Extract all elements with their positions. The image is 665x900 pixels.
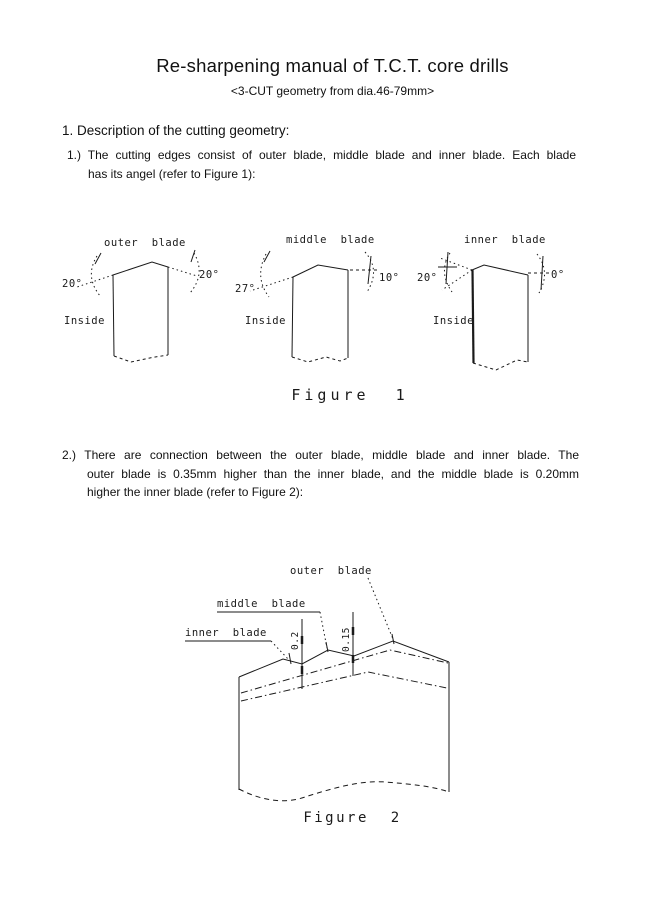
paragraph-1 (67, 146, 576, 183)
fig2-inner-blade-label: inner blade (185, 627, 267, 639)
fig2-break-line (239, 782, 449, 801)
page-title: Re-sharpening manual of T.C.T. core drills (156, 55, 509, 76)
figure-1-drawing (50, 228, 620, 378)
section-heading: 1. Description of the cutting geometry: (62, 123, 290, 138)
figure-2-caption: Figure 2 (303, 810, 402, 826)
fig1-middle-left-angle: 27° (235, 283, 256, 295)
fig2-drill-body (239, 634, 449, 801)
fig1-inner-left-angle: 20° (417, 272, 438, 284)
fig2-labels (185, 565, 393, 660)
paragraph-1-line-2: has its angel (refer to Figure 1): (88, 166, 256, 181)
page-subtitle: <3-CUT geometry from dia.46-79mm> (230, 84, 435, 98)
fig1-outer-top-edge (113, 262, 168, 275)
fig2-middle-height-dim: 0.2 (290, 631, 301, 650)
fig1-middle-break-line (292, 357, 348, 362)
fig2-outer-height-dim: 0.15 (341, 627, 352, 652)
paragraph-2-line-2: outer blade is 0.35mm higher than the inner blade, and the middle blade is 0.20mm (87, 466, 579, 481)
fig1-outer-inside-label: Inside (64, 315, 105, 327)
fig1-inner-break-line (473, 360, 528, 370)
fig2-dimension-0-15 (341, 612, 353, 676)
figure-2-drawing (175, 552, 480, 808)
fig2-inner-leader (271, 641, 289, 660)
fig1-middle-blade (235, 234, 399, 362)
paragraph-2-line-3: higher the inner blade (refer to Figure 2): (87, 485, 304, 499)
fig2-dimension-0-2 (290, 619, 302, 689)
fig1-middle-right-angle: 10° (379, 272, 400, 284)
fig1-middle-blade-label: middle blade (286, 234, 375, 246)
fig1-inner-top-edge (472, 265, 528, 275)
fig1-outer-blade (62, 237, 219, 362)
fig2-outer-leader (368, 578, 393, 639)
fig2-middle-blade-label: middle blade (217, 598, 306, 610)
fig1-inner-inside-label: Inside (433, 315, 474, 327)
fig2-phantom-line-1 (241, 650, 448, 693)
fig1-middle-top-edge (293, 265, 348, 277)
fig2-outer-blade-label: outer blade (290, 565, 372, 577)
paragraph-1-line-1: 1.) The cutting edges consist of outer blade, middle blade and inner blade. Each blade (67, 148, 576, 162)
fig1-outer-blade-label: outer blade (104, 237, 186, 249)
fig1-outer-break-line (114, 355, 168, 362)
fig1-outer-left-angle: 20° (62, 278, 83, 290)
figure-1-caption: Figure 1 (291, 386, 409, 404)
fig2-phantom-line-2 (241, 672, 447, 701)
fig1-inner-blade-label: inner blade (464, 234, 546, 246)
paragraph-2 (62, 446, 579, 502)
fig1-outer-right-angle: 20° (199, 269, 220, 281)
fig1-inner-blade (417, 234, 565, 370)
fig1-inner-right-angle: 0° (551, 269, 565, 281)
paragraph-2-line-1: 2.) There are connection between the outer blade, middle blade and inner blade. The (62, 448, 579, 462)
fig1-middle-inside-label: Inside (245, 315, 286, 327)
